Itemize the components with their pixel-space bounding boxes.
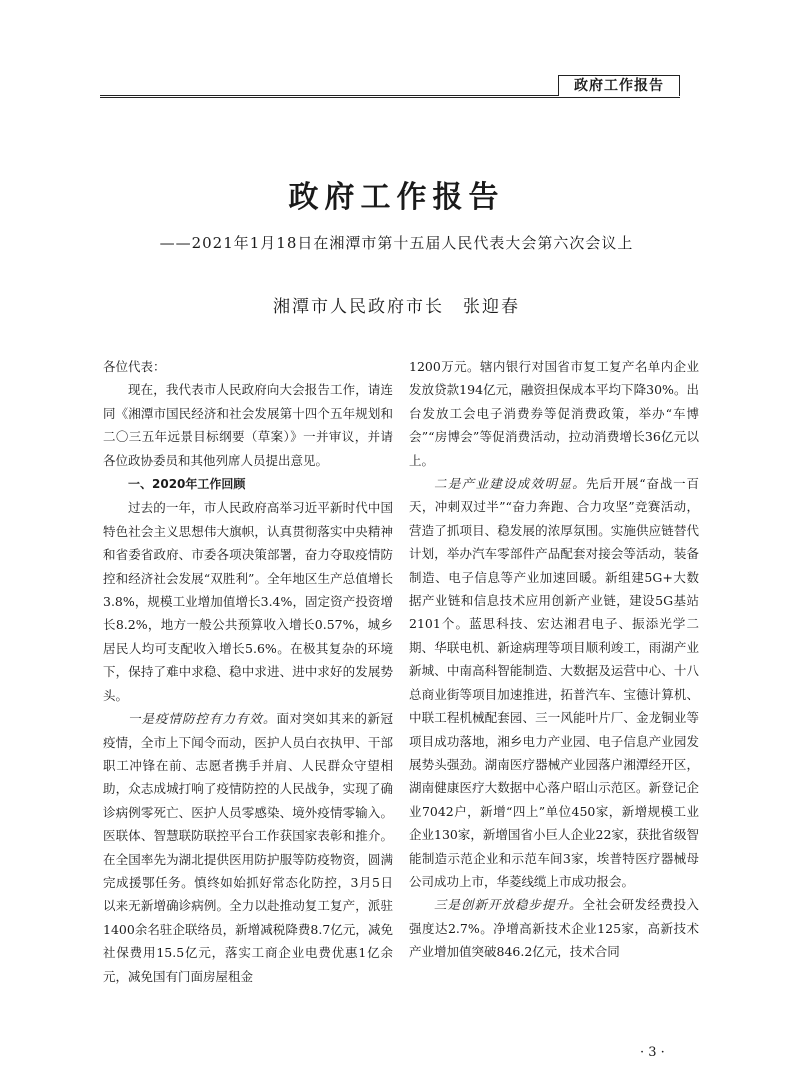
lead-industry: 二是产业建设成效明显。 xyxy=(434,476,587,492)
section-tag: 政府工作报告 xyxy=(558,75,680,96)
body-epidemic: 面对突如其来的新冠疫情，全市上下闻令而动，医护人员白衣执甲、干部职工冲锋在前、志愿者携手并肩、人民群众守望相助，众志成城打响了疫情防控的人民战争，实现了确诊病例零死亡、医护人员零感染、境外疫情零输入。医联体、智慧联防联控平台工作获国家表彰和推介。在全国率先为湖北提供医用防护服等防疫物资，圆满完成援鄂任务。慎终如始抓好常态化防控，3月5日以来无新增确诊病例。全力以赴推动复工复产，派驻1400余名驻企联络员，新增减税降费8.7亿元，减免社保费用15.5亿元，落实工商企业电费优惠1亿余元，减免国有门面房屋租金 xyxy=(103,711,393,984)
section-heading xyxy=(103,472,393,496)
body-innovation: 全社会研发经费投入强度达2.7%。净增高新技术企业125家，高新技术产业增加值突破846.2亿元，技术合同 xyxy=(409,897,699,960)
author-line: 湘潭市人民政府市长 张迎春 xyxy=(273,297,520,317)
paragraph-epidemic-continued: 1200万元。辖内银行对国省市复工复产名单内企业发放贷款194亿元，融资担保成本平均下降30%。出台发放工会电子消费券等促消费政策，举办“车博会”“房博会”等促消费活动，拉动消费增长36亿元以上。 xyxy=(409,359,699,468)
lead-innovation: 三是创新开放稳步提升。 xyxy=(434,897,583,913)
body-industry: 先后开展“奋战一百天，冲刺双过半”“奋力奔跑、合力攻坚”竞赛活动，营造了抓项目、稳发展的浓厚氛围。实施供应链替代计划，举办汽车零部件产品配套对接会等活动，装备制造、电子信息等产业加速回暖。新组建5G+大数据产业链和信息技术应用创新产业链，建设5G基站2101个。蓝思科技、宏达湘君电子、振添光学二期、华联电机、新途病理等项目顺利竣工，雨湖产业新城、中南高科智能制造、大数据及运营中心、十八总商业街等项目加速推进，拓普汽车、宝德计算机、中联工程机械配套园、三一风能叶片厂、金龙铜业等项目成功落地，湘乡电力产业园、电子信息产业园发展势头强劲。湖南医疗器械产业园落户湘潭经开区，湖南健康医疗大数据中心落户昭山示范区。新登记企业7042户，新增“四上”单位450家，新增规模工业企业130家，新增国省小巨人企业22家，获批省级智能制造示范企业和示范车间3家，埃普特医疗器械母公司成功上市，华菱线缆上市成功报会。 xyxy=(409,476,699,889)
right-column xyxy=(409,355,699,964)
paragraph-industry xyxy=(409,472,699,893)
page-subtitle: ——2021年1月18日在湘潭市第十五届人民代表大会第六次会议上 xyxy=(159,234,634,252)
intro-paragraph: 现在，我代表市人民政府向大会报告工作，请连同《湘潭市国民经济和社会发展第十四个五年规划和二〇三五年远景目标纲要（草案）》一并审议，并请各位政协委员和其他列席人员提出意见。 xyxy=(103,382,393,468)
left-column xyxy=(103,355,393,988)
review-paragraph: 过去的一年，市人民政府高举习近平新时代中国特色社会主义思想伟大旗帜，认真贯彻落实中央精神和省委省政府、市委各项决策部署，奋力夺取疫情防控和经济社会发展“双胜利”。全年地区生产总值增长3.8%，规模工业增加值增长3.4%，固定资产投资增长8.2%，地方一般公共预算收入增长0.57%，城乡居民人均可支配收入增长5.6%。在极其复杂的环境下，保持了难中求稳、稳中求进、进中求好的发展势头。 xyxy=(103,500,393,703)
lead-epidemic: 一是疫情防控有力有效。 xyxy=(128,711,277,727)
paragraph-innovation xyxy=(409,893,699,963)
salutation: 各位代表： xyxy=(103,359,166,374)
paragraph-epidemic xyxy=(103,707,393,988)
section-heading-text: 一、2020年工作回顾 xyxy=(128,477,246,492)
page-title: 政府工作报告 xyxy=(288,180,505,215)
page-number: · 3 · xyxy=(640,1045,665,1060)
